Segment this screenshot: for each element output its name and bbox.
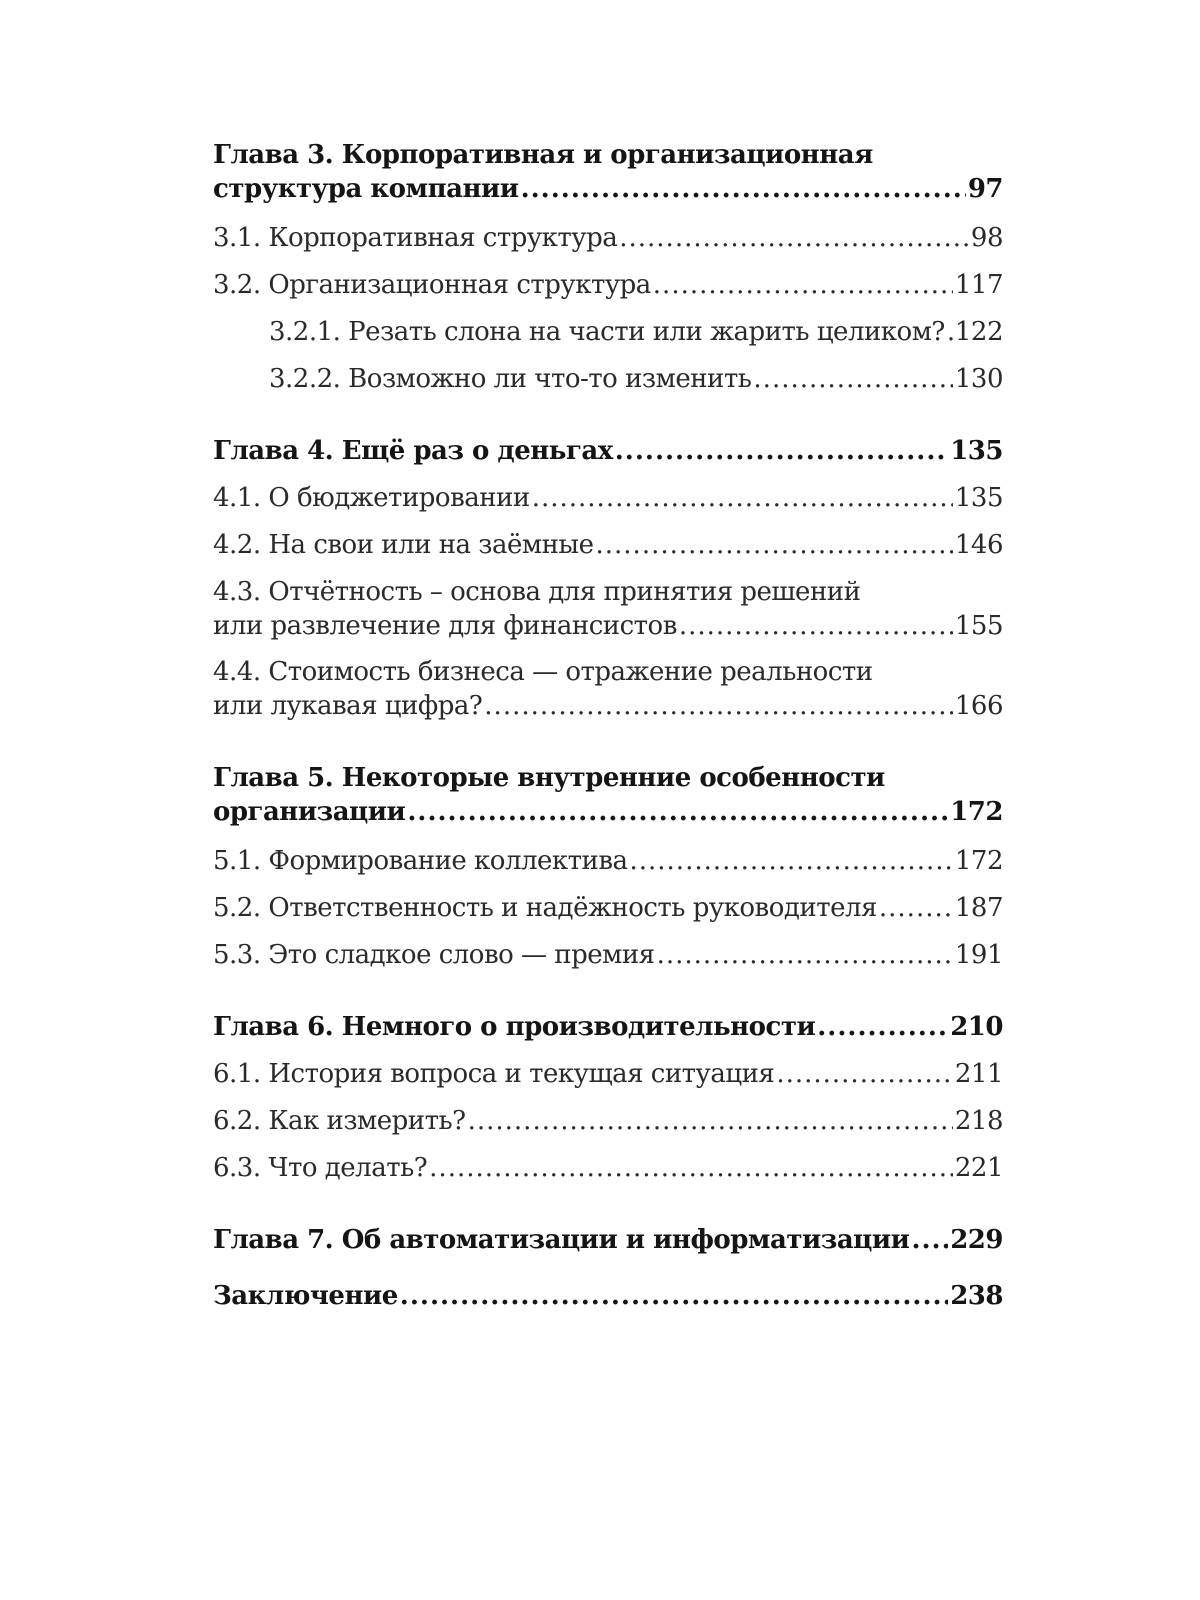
dot-leader [596,528,953,562]
toc-entry-title-line-2: структура компании [213,174,519,204]
dot-leader [429,1151,953,1185]
toc-subsection-3-2-2[interactable] [213,362,1003,396]
toc-entry-title: 5.1. Формирование коллектива [213,846,628,876]
toc-chapter-5[interactable] [213,761,1003,829]
toc-page-number: 210 [950,1012,1003,1042]
toc-section-6-3[interactable] [213,1151,1003,1185]
toc-section-4-3[interactable] [213,575,1003,643]
dot-leader [679,609,953,643]
dot-leader [407,795,948,829]
toc-section-4-1[interactable] [213,481,1003,515]
dot-leader [615,434,948,468]
dot-leader [657,938,953,972]
toc-page-number: 155 [954,611,1003,641]
dot-leader [776,1057,953,1091]
toc-section-5-1[interactable] [213,844,1003,878]
toc-page-number: 221 [954,1153,1003,1183]
toc-entry-title-line-1: 4.3. Отчётность – основа для принятия решений [213,577,861,607]
toc-entry-title-line-2: организации [213,797,406,827]
toc-entry-title: 6.1. История вопроса и текущая ситуация [213,1059,775,1089]
toc-page-number: 191 [954,940,1003,970]
dot-leader [619,221,969,255]
dot-leader [653,268,953,302]
toc-entry-title: 3.2. Организационная структура [213,270,651,300]
toc-section-6-1[interactable] [213,1057,1003,1091]
table-of-contents [213,138,1003,1313]
dot-leader [911,1223,948,1257]
toc-page-number: 218 [954,1106,1003,1136]
toc-page-number: 172 [954,846,1003,876]
toc-page-number: 172 [950,797,1003,827]
dot-leader [879,891,953,925]
dot-leader [629,844,952,878]
toc-entry-title: 3.2.1. Резать слона на части или жарить целиком? [269,317,945,347]
toc-entry-title: Глава 4. Ещё раз о деньгах [213,436,613,466]
dot-leader [817,1010,948,1044]
toc-page-number: 117 [954,270,1003,300]
toc-page-number: 97 [967,174,1003,204]
toc-page-number: 238 [950,1281,1003,1311]
toc-entry-title: 5.2. Ответственность и надёжность руководителя [213,893,877,923]
toc-section-4-2[interactable] [213,528,1003,562]
toc-entry-title: Заключение [213,1281,398,1311]
toc-conclusion[interactable] [213,1279,1003,1313]
toc-page-number: 135 [950,436,1003,466]
toc-page-number: 187 [954,893,1003,923]
toc-entry-title-line-2: или лукавая цифра? [213,691,483,721]
toc-entry-title: Глава 6. Немного о производительности [213,1012,816,1042]
toc-section-4-4[interactable] [213,655,1003,723]
toc-entry-title: 3.2.2. Возможно ли что-то изменить [269,364,752,394]
toc-chapter-6[interactable] [213,1010,1003,1044]
toc-entry-title: 4.1. О бюджетировании [213,483,530,513]
toc-section-3-1[interactable] [213,221,1003,255]
toc-subsection-3-2-1[interactable] [213,315,1003,349]
dot-leader [484,689,953,723]
toc-page-number: 166 [954,691,1003,721]
toc-chapter-7[interactable] [213,1223,1003,1257]
dot-leader [532,481,953,515]
toc-section-6-2[interactable] [213,1104,1003,1138]
toc-entry-title: 6.3. Что делать? [213,1153,428,1183]
toc-entry-title: 5.3. Это сладкое слово — премия [213,940,655,970]
toc-page-number: 130 [954,364,1003,394]
toc-entry-title: Глава 7. Об автоматизации и информатизации [213,1225,910,1255]
dot-leader [753,362,952,396]
toc-entry-title: 4.2. На свои или на заёмные [213,530,594,560]
toc-entry-title: 6.2. Как измерить? [213,1106,466,1136]
toc-entry-title: 3.1. Корпоративная структура [213,223,618,253]
dot-leader [468,1104,953,1138]
toc-page-number: 122 [954,317,1003,347]
toc-page-number: 211 [954,1059,1003,1089]
toc-section-5-3[interactable] [213,938,1003,972]
dot-leader [521,172,966,206]
toc-chapter-4[interactable] [213,434,1003,468]
toc-entry-title-line-2: или развлечение для финансистов [213,611,677,641]
toc-section-3-2[interactable] [213,268,1003,302]
toc-section-5-2[interactable] [213,891,1003,925]
toc-entry-title-line-1: Глава 5. Некоторые внутренние особенности [213,763,885,793]
toc-page-number: 146 [954,530,1003,560]
toc-page-number: 135 [954,483,1003,513]
toc-chapter-3[interactable] [213,138,1003,206]
toc-page-number: 98 [970,223,1003,253]
toc-page-number: 229 [950,1225,1003,1255]
toc-entry-title-line-1: 4.4. Стоимость бизнеса — отражение реальности [213,657,873,687]
toc-entry-title-line-1: Глава 3. Корпоративная и организационная [213,140,873,170]
dot-leader [400,1279,948,1313]
dot-leader [947,315,953,349]
